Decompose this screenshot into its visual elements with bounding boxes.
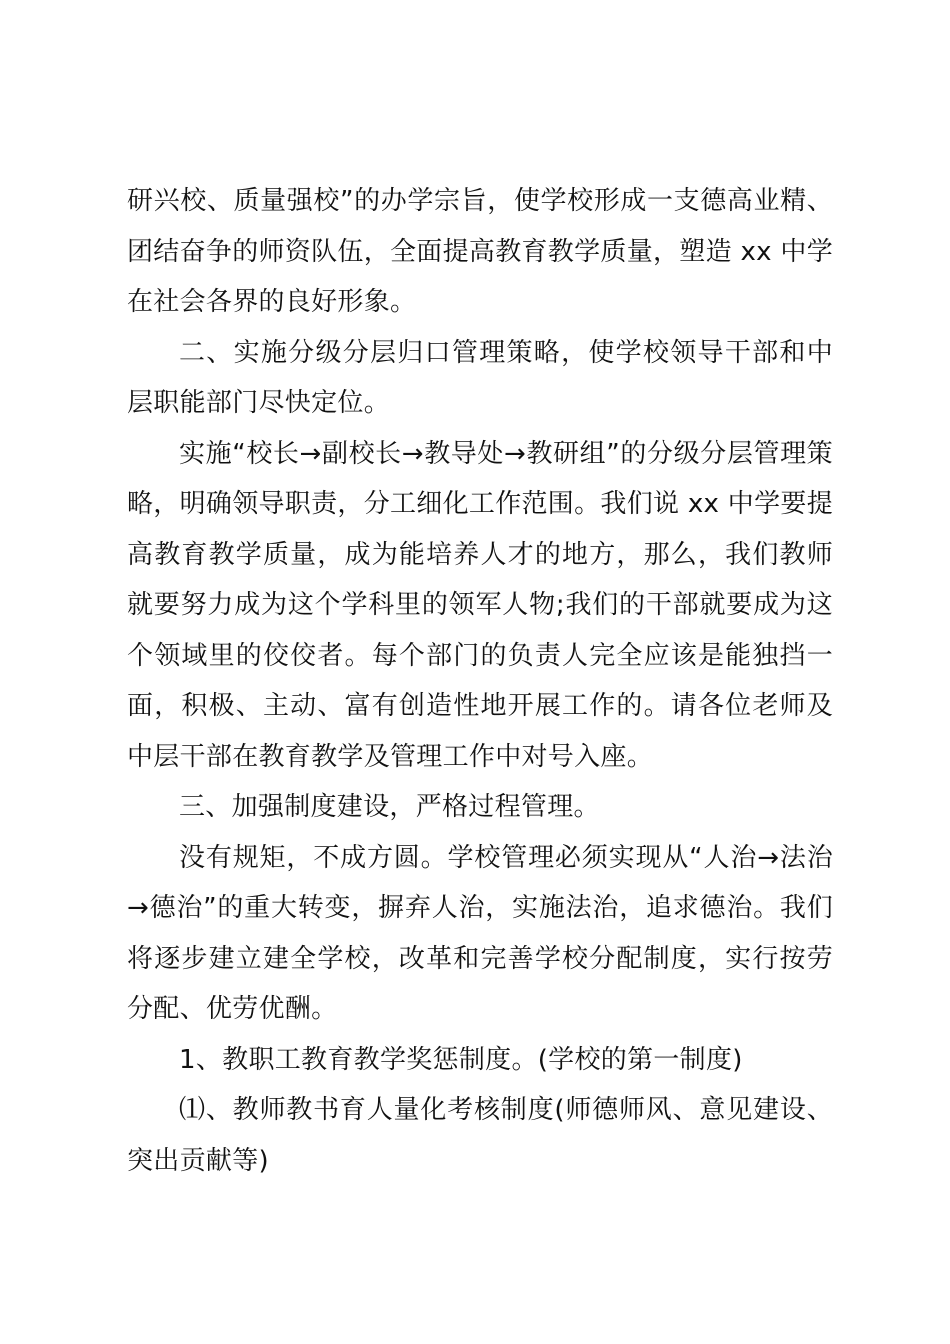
heading-section-two: 二、实施分级分层归口管理策略，使学校领导干部和中层职能部门尽快定位。 xyxy=(127,337,833,418)
paragraph-school-purpose: 研兴校、质量强校”的办学宗旨，使学校形成一支德高业精、团结奋争的师资队伍，全面提高教育教学质量，塑造 xx 中学在社会各界的良好形象。 xyxy=(127,186,834,317)
item-reward-system: 1、教职工教育教学奖惩制度。(学校的第一制度) xyxy=(179,1044,743,1075)
paragraph-management-strategy: 实施“校长→副校长→教导处→教研组”的分级分层管理策略，明确领导职责，分工细化工作范围。我们说 xx 中学要提高教育教学质量，成为能培养人才的地方，那么，我们教师就要努力成为这个学科里的领军人物;我们的干部就要成为这个领域里的佼佼者。每个部门的负责人完全应该是能独挡一面，积极、主动、富有创造性地开展工作的。请各位老师及中层干部在教育教学及管理工作中对号入座。 xyxy=(127,438,834,772)
item-teacher-assessment: ⑴、教师教书育人量化考核制度(师德师风、意见建设、突出贡献等) xyxy=(127,1095,833,1176)
paragraph-rules-system: 没有规矩，不成方圆。学校管理必须实现从“人治→法治→德治”的重大转变，摒弃人治，实施法治，追求德治。我们将逐步建立建全学校，改革和完善学校分配制度，实行按劳分配、优劳优酬。 xyxy=(127,842,833,1024)
heading-section-three: 三、加强制度建设，严格过程管理。 xyxy=(179,792,600,822)
document-body xyxy=(127,176,833,1186)
